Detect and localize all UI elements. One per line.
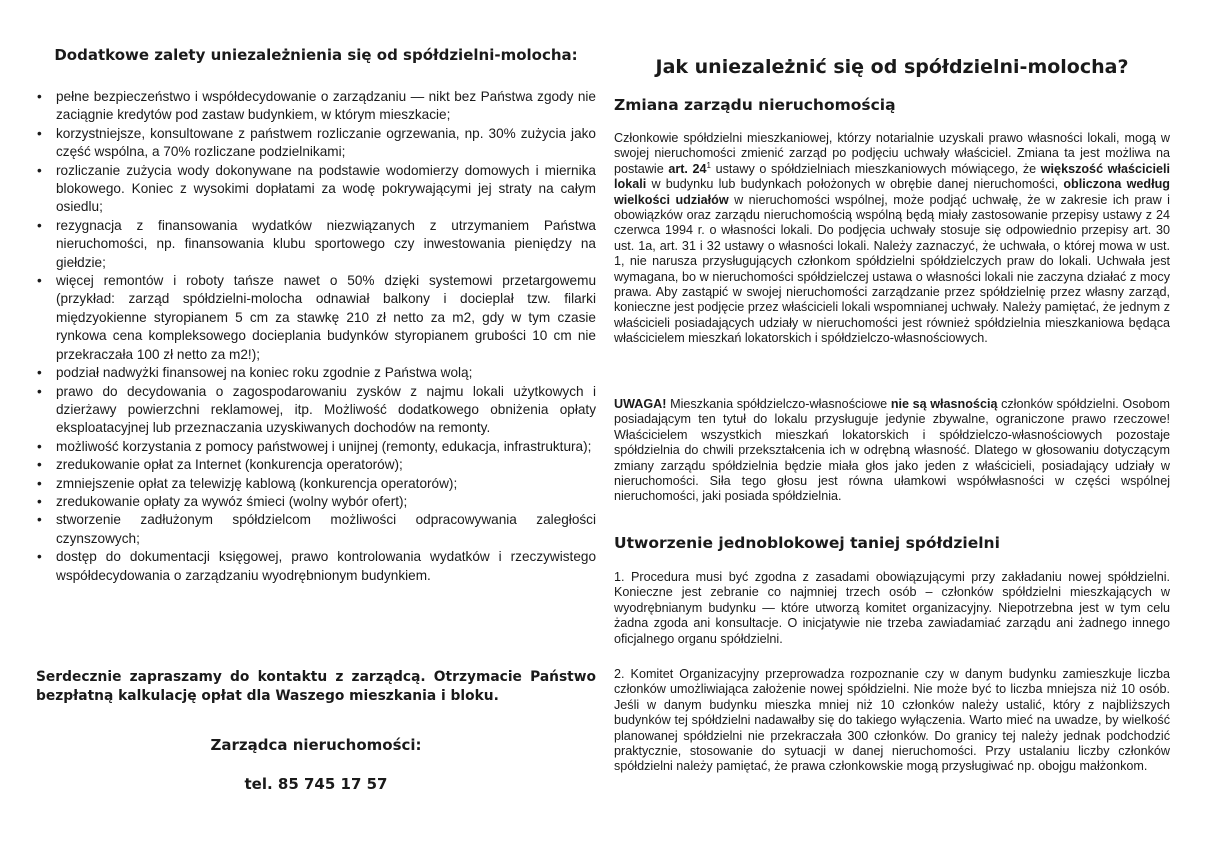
left-title: Dodatkowe zalety uniezależnienia się od spółdzielni-molocha: xyxy=(54,46,578,64)
paragraph-procedure-2: 2. Komitet Organizacyjny przeprowadza rozpoznanie czy w danym budynku zamieszkuje liczba członków umożliwiająca założenie nowej spółdzielni. Nie może być to liczba mniejsza niż 10 osób. Jeśli w danym budynku mieszka mniej niż 10 członków należy ustalić, który z najbliższych budynków tej spółdzielni nadawałby się do takiego wyłączenia. Warto mieć na uwadze, by wielkość planowanej spółdzielni nie przekraczała 300 członków. Do granicy tej należy jednak podchodzić praktycznie, stosowanie do sytuacji w danej nieruchomości. Przy ustalaniu liczby członków spółdzielni należy pamiętać, że prawa członkowskie mogą przysługiwać np. obojgu małżonkom. xyxy=(614,667,1170,774)
list-item: • rezygnacja z finansowania wydatków niezwiązanych z utrzymaniem Państwa nieruchomości, np. finansowania klubu sportowego czy inwestowania pieniędzy na giełdzie; xyxy=(36,217,596,272)
list-item: • podział nadwyżki finansowej na koniec roku zgodnie z Państwa wolą; xyxy=(36,364,596,382)
list-item: • prawo do decydowania o zagospodarowaniu zysków z najmu lokali użytkowych i dzierżawy powierzchni reklamowej, itp. Możliwość dodatkowego obniżenia opłaty eksploatacyjnej lub przeznaczania uzyskiwanych dochodów na remonty. xyxy=(36,383,596,438)
list-item: • pełne bezpieczeństwo i współdecydowanie o zarządzaniu — nikt bez Państwa zgody nie zaciągnie kredytów pod zastaw budynkiem, w którym mieszkacie; xyxy=(36,88,596,125)
list-item: • stworzenie zadłużonym spółdzielcom możliwości odpracowywania zaległości czynszowych; xyxy=(36,511,596,548)
list-item: • rozliczanie zużycia wody dokonywane na podstawie wodomierzy domowych i miernika blokowego. Koniec z wysokimi dopłatami za wodę pokrywającymi jej straty na całym osiedlu; xyxy=(36,162,596,217)
phone-number: tel. 85 745 17 57 xyxy=(244,775,388,793)
list-item: • dostęp do dokumentacji księgowej, prawo kontrolowania wydatków i rzeczywistego współdecydowania o zarządzaniu wyodrębnionym budynkiem. xyxy=(36,548,596,585)
list-item: • korzystniejsze, konsultowane z państwem rozliczanie ogrzewania, np. 30% zużycia jako część wspólna, a 70% rozliczane podzielnikami; xyxy=(36,125,596,162)
right-title: Jak uniezależnić się od spółdzielni-molocha? xyxy=(655,56,1129,78)
paragraph-management: Członkowie spółdzielni mieszkaniowej, którzy notarialnie uzyskali prawo własności lokali, mogą w swojej nieruchomości zmienić zarząd po podjęciu uchwały właściciel. Zmiana ta jest możliwa na postawie art. $24^1$ ustawy o spółdzielniach mieszkaniowych mówiącego, że większość właścicieli lokali w budynku lub budynkach położonych w obrębie danej nieruchomości, obliczona według wielkości udziałów w nieruchomości wspólnej, może podjąć uchwałę, że w zakresie ich praw i obowiązków oraz zarządu nieruchomością wspólną będą miały zastosowanie przepisy ustawy z 24 czerwca 1994 r. o własności lokali. Do podjęcia uchwały stosuje się odpowiednio przepisy art. 30 ust. 1a, art. 31 i 32 ustawy o własności lokali. Należy zaznaczyć, że uchwała, o której mowa w ust. 1, nie narusza przysługujących członkom spółdzielni spółdzielczych praw do lokali. Uchwała jest wymagana, bo w nieruchomości spółdzielczej ustawa o własności lokali nie zaczyna działać z mocy prawa. Aby zastąpić w swojej nieruchomości zarządzanie przez spółdzielnię przez własny zarząd, konieczne jest podjęcie przez właścicieli lokali wspomnianej uchwały. Należy pamiętać, że jednym z właścicieli posiadających udziały w nieruchomości jest również spółdzielnia mieszkaniowa będąca właścicielem mieszkań lokatorskich i spółdzielczo-własnościowych. xyxy=(614,131,1170,346)
paragraph-procedure-1: 1. Procedura musi być zgodna z zasadami obowiązującymi przy zakładaniu nowej spółdzielni. Konieczne jest zebranie co najmniej trzech osób – członków spółdzielni mieszkających w wyodrębnianym budynku — które utworzą komitet organizacyjny. Niepotrzebna jest w tym celu żadna zgoda ani konsultacje. O inicjatywie nie trzeba zawiadamiać zarządu ani żadnego innego oficjalnego organu spółdzielni. xyxy=(614,570,1170,646)
advantages-list xyxy=(36,88,596,585)
list-item: • więcej remontów i roboty tańsze nawet o 50% dzięki systemowi przetargowemu (przykład: zarząd spółdzielni-molocha odnawiał balkony i docieplał tzw. filarki międzyokienne styropianem 5 cm za stawkę 210 zł netto za m2, gdy w tym czasie rynkowa cena kompleksowego docieplania budynków styropianem grubości 10 cm nie przekraczała 100 zł netto za m2!); xyxy=(36,272,596,364)
list-item: • możliwość korzystania z pomocy państwowej i unijnej (remonty, edukacja, infrastruktura); xyxy=(36,438,596,456)
paragraph-warning: UWAGA! Mieszkania spółdzielczo-własnościowe nie są własnością członków spółdzielni. Osobom posiadającym ten tytuł do lokalu przysługuje jedynie zbywalne, ograniczone prawo rzeczowe! Właścicielem wszystkich mieszkań lokatorskich i spółdzielczo-własnościowych pozostaje spółdzielnia do chwili przekształcenia ich w odrębną własność. Dlatego w głosowaniu dotyczącym zmiany zarządu spółdzielnia będzie miała głos jako jeden z właścicieli, posiadający udziały w nieruchomości. Siła tego głosu jest równa ułamkowi współwłasności w części wspólnej nieruchomości, jaki posiada spółdzielnia. xyxy=(614,397,1170,504)
section-heading-cooperative: Utworzenie jednoblokowej taniej spółdzielni xyxy=(614,534,1000,552)
invitation-text: Serdecznie zapraszamy do kontaktu z zarządcą. Otrzymacie Państwo bezpłatną kalkulację opłat dla Waszego mieszkania i bloku. xyxy=(36,669,596,704)
list-item: • zredukowanie opłat za Internet (konkurencja operatorów); xyxy=(36,456,596,474)
list-item: • zmniejszenie opłat za telewizję kablową (konkurencja operatorów); xyxy=(36,475,596,493)
section-heading-management: Zmiana zarządu nieruchomością xyxy=(614,96,896,114)
manager-label: Zarządca nieruchomości: xyxy=(210,736,422,754)
list-item: • zredukowanie opłaty za wywóz śmieci (wolny wybór ofert); xyxy=(36,493,596,511)
